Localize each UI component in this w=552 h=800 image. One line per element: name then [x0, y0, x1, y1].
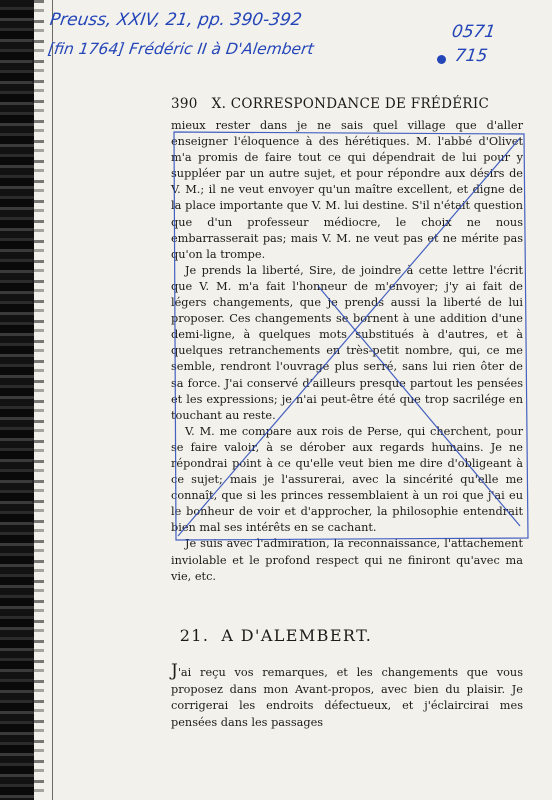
page-number: 390 — [171, 96, 198, 112]
running-head — [171, 96, 489, 112]
next-letter-text: 'ai reçu vos remarques, et les changements que vous proposez dans mon Avant-propos, avec bien du plaisir. Je corrigerai les endroits défectueux, et j'éclaircirai mes pensées dans les passages — [171, 666, 523, 729]
annotation-reference: Preuss, XXIV, 21, pp. 390-392 — [48, 10, 304, 30]
paragraph-3: V. M. me compare aux rois de Perse, qui cherchent, pour se faire valoir, à se dérober aux regards humains. Je ne répondrai point à ce qu'elle veut bien me dire d'obligeant à ce sujet; mais je l'assurerai, avec la sincérité qu'elle me connaît, que si les princes ressemblaient à un roi que j'ai eu le bonheur de voir et d'approcher, la philosophie entendrait bien mal ses intérêts en se cachant. — [171, 424, 523, 535]
margin-rule — [52, 0, 53, 800]
paragraph-1: mieux rester dans je ne sais quel village que d'aller enseigner l'éloquence à des hérétiques. M. l'abbé d'Olivet m'a promis de faire tout ce qui dépendrait de lui pour y suppléer par un autre sujet, et pour répondre aux désirs de V. M.; il ne veut envoyer qu'un maître excellent, et digne de la place importante que V. M. lui destine. S'il n'était question que d'un professeur médiocre, le choix ne nous embarrasserait pas; mais V. M. ne veut pas et ne mérite pas qu'on la trompe. — [171, 119, 523, 261]
annotation-code-2: 715 — [453, 46, 489, 66]
running-head-title: X. CORRESPONDANCE DE FRÉDÉRIC — [211, 96, 490, 112]
next-letter-paragraph — [171, 663, 523, 731]
drop-cap: J — [171, 661, 178, 681]
letter-body — [171, 118, 523, 585]
annotation-subject: [fin 1764] Frédéric II à D'Alembert — [46, 40, 315, 58]
paragraph-2: Je prends la liberté, Sire, de joindre à cette lettre l'écrit que V. M. m'a fait l'honneur de m'envoyer; j'y ai fait de légers changements, que je prends aussi la liberté de lui proposer. Ces changements se bornent à une addition d'une demi-ligne, à quelques mots substitués à d'autres, et à quelques retranchements en très-petit nombre, qui, ce me semble, rendront l'ouvrage plus serré, sans lui rien ôter de sa force. J'ai conservé d'ailleurs presque partout les pensées et les expressions; je n'ai peut-être été que trop sacrilége en touchant au reste. — [171, 263, 523, 422]
letter-heading — [0, 626, 552, 645]
annotation-code-1: 0571 — [450, 22, 497, 42]
paragraph-4: Je suis avec l'admiration, la reconnaissance, l'attachement inviolable et le profond respect qui ne finiront qu'avec ma vie, etc. — [171, 537, 523, 583]
letter-title: A D'ALEMBERT. — [221, 626, 373, 645]
letter-number: 21. — [179, 626, 210, 645]
annotation-dot — [437, 55, 446, 64]
scan-dark-edge — [0, 0, 34, 800]
next-letter-body — [171, 663, 523, 731]
